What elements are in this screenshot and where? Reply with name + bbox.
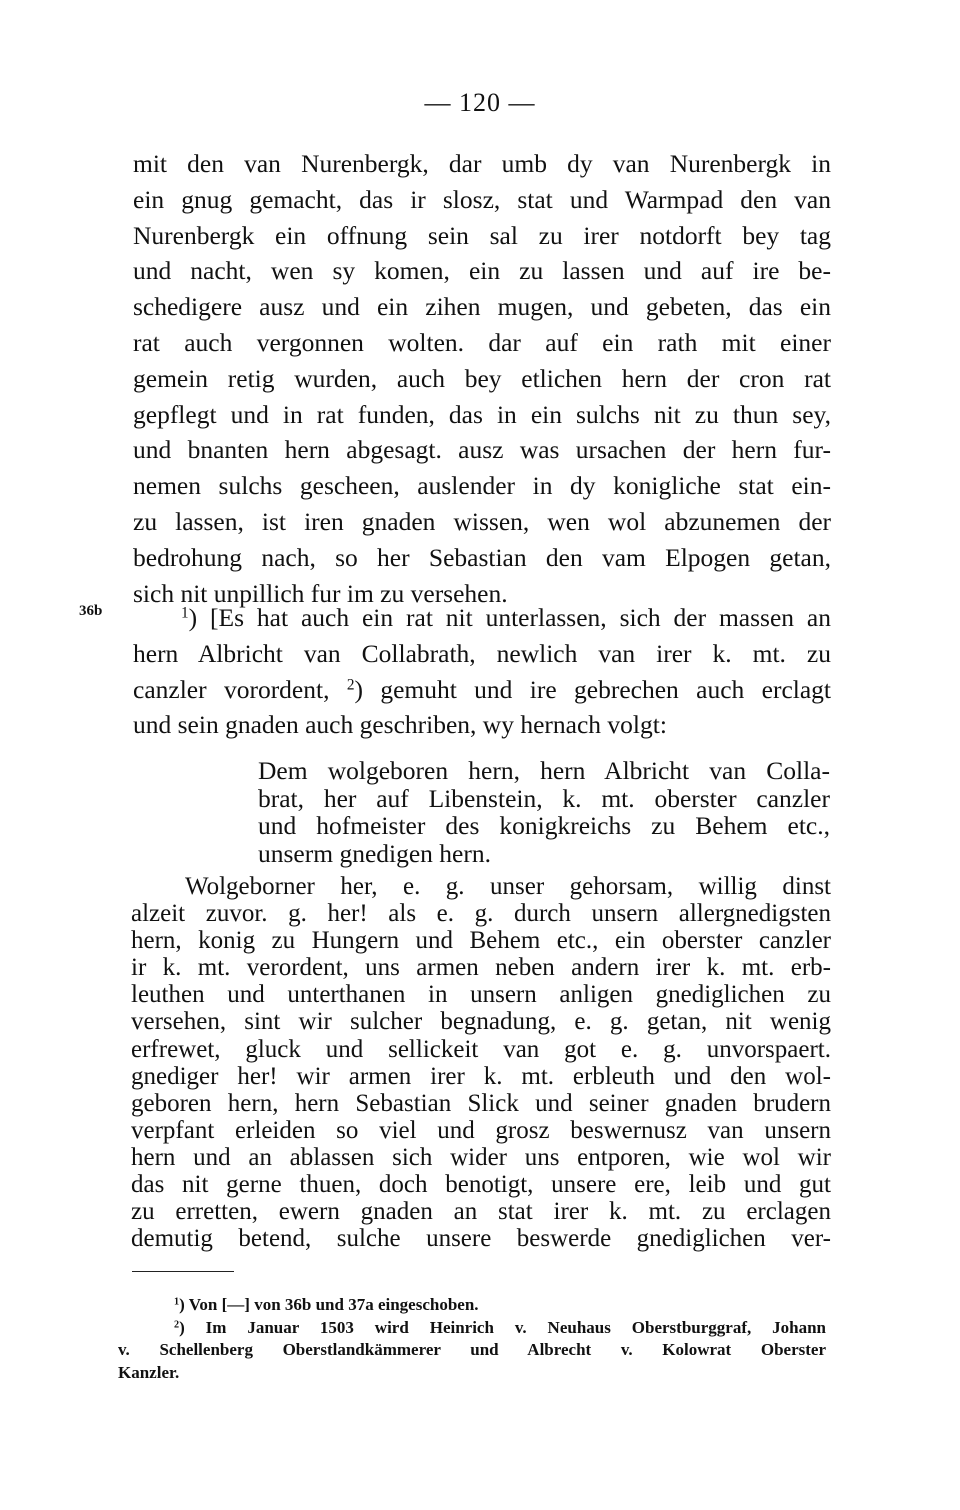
text-line: gepflegt und in rat funden, das in ein sulchs nit zu thun sey, [133,399,831,429]
text-line: hern Albricht van Collabrath, newlich van irer k. mt. zu [133,638,831,668]
letter-body [131,873,831,1252]
margin-note: 36b [79,603,103,619]
letter-line: geboren hern, hern Sebastian Slick und seiner gnaden brudern [131,1089,831,1117]
letter-line: zu erretten, ewern gnaden an stat irer k. mt. zu erclagen [131,1198,831,1226]
text-fragment: ) gemuht und ire gebrechen auch erclagt [354,674,831,704]
footnote-2-continued: Kanzler. [118,1362,180,1382]
letter-line: das nit gerne thuen, doch benotigt, unsere ere, leib und gut [131,1171,831,1199]
text-line: zu lassen, ist iren gnaden wissen, wen wol abzunemen der [133,506,831,536]
text-line: und bnanten hern abgesagt. ausz was ursachen der hern fur- [133,435,831,465]
address-line: brat, her auf Libenstein, k. mt. oberster canzler [258,783,830,813]
address-line: Dem wolgeboren hern, hern Albricht van Colla- [258,756,830,785]
text-line [133,600,831,636]
letter-line: alzeit zuvor. g. her! als e. g. durch unsern allergnedigsten [131,900,831,928]
footnote-marker: 2 [174,1318,180,1330]
letter-address [258,757,830,867]
text-line: sich nit unpillich fur im zu versehen. [133,578,508,608]
text-line: mit den van Nurenbergk, dar umb dy van Nurenbergk in [133,149,831,178]
footnote-divider [132,1271,234,1272]
text-fragment: canzler vorordent, [133,674,347,704]
paragraph-1 [133,146,831,611]
page-number: — 120 — [424,88,536,117]
text-line: und nacht, wen sy komen, ein zu lassen und auf ire be- [133,256,831,286]
letter-line: verpfant erleiden so viel und grosz beswernusz van unsern [131,1116,831,1144]
footnotes [118,1294,826,1384]
footnote-marker: 1 [174,1296,180,1308]
text-line: schedigere ausz und ein zihen mugen, und gebeten, das ein [133,292,831,322]
text-line: bedrohung nach, so her Sebastian den vam Elpogen getan, [133,542,831,572]
footnote-marker: 1 [181,604,189,622]
address-line: und hofmeister des konigkreichs zu Behem etc., [258,811,830,840]
paragraph-2 [133,600,831,743]
letter-line: erfrewet, gluck und sellickeit van got e. g. unvorspaert. [131,1035,831,1063]
letter-line: leuthen und unterthanen in unsern anligen gnediglichen zu [131,981,831,1009]
footnote-marker: 2 [346,676,355,694]
text-line: rat auch vergonnen wolten. dar auf ein rath mit einer [133,327,831,357]
letter-line: demutig betend, sulche unsere beswerde gnediglichen ver- [131,1225,831,1253]
text-line: und sein gnaden auch geschriben, wy hernach volgt: [133,710,667,740]
letter-line: hern und an ablassen sich wider uns entporen, wie wol wir [131,1143,831,1171]
letter-line: gnediger her! wir armen irer k. mt. erbleuth und den wol- [131,1062,831,1090]
letter-line: Wolgeborner her, e. g. unser gehorsam, willig dinst [185,873,831,900]
footnote-text: ) Im Januar 1503 wird Heinrich v. Neuhaus Oberstburggraf, Johann [179,1317,826,1337]
address-line: unserm gnedigen hern. [258,838,491,868]
footnote-2-continued: v. Schellenberg Oberstlandkämmerer und Albrecht v. Kolowrat Oberster [118,1340,826,1359]
letter-line: hern, konig zu Hungern und Behem etc., ein oberster canzler [131,927,831,955]
footnote-2 [118,1317,826,1340]
text-line: gemein retig wurden, auch bey etlichen hern der cron rat [133,363,831,393]
letter-line: versehen, sint wir sulcher begnadung, e. g. getan, nit wenig [131,1008,831,1036]
letter-line: ir k. mt. verordent, uns armen neben andern irer k. mt. erb- [131,954,831,982]
footnote-1 [118,1294,826,1317]
footnote-text: ) Von [—] von 36b und 37a eingeschoben. [179,1295,479,1314]
text-line [133,672,831,708]
text-line: Nurenbergk ein offnung sein sal zu irer notdorft bey tag [133,220,831,250]
text-fragment: ) [Es hat auch ein rat nit unterlassen, sich der massen an [188,603,831,632]
text-line: ein gnug gemacht, das ir slosz, stat und Warmpad den van [133,184,831,214]
text-line: nemen sulchs gescheen, auslender in dy konigliche stat ein- [133,471,831,501]
